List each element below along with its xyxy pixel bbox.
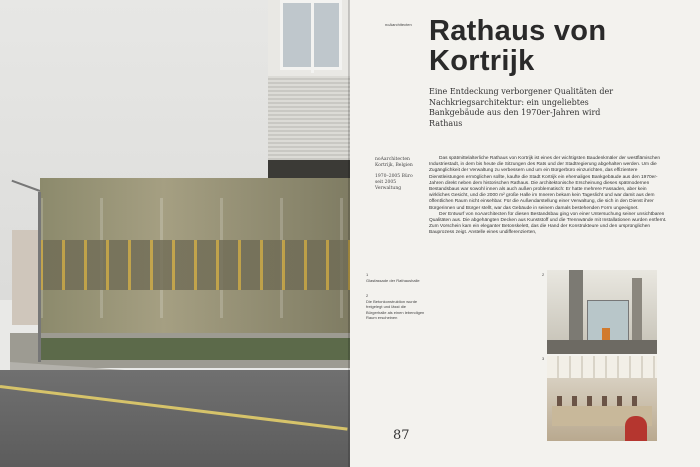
meta-location: noAarchitecten Kortrijk, Belgien: [375, 157, 413, 168]
planting-strip: [40, 338, 350, 360]
tower-tile-cladding: [268, 76, 350, 160]
body-paragraph: Das spätmittelalterliche Rathaus von Kortrijk ist eines der wichtigsten Baudenkmäler der westflämischen Industriestadt, in dem bis heute die Sitzungen des Rats und der Stadtregierung abgehalten werden. Um die Zugänglichkeit der Verwaltung zu verbessern und um ein Bürgerbüro einzurichten, das effizientere Dienstleistungen ermöglichen sollte, kaufte die Stadt Kortrijk ein ehemaliges Bankgebäude aus den 1970er-Jahren direkt neben dem historischen Rathaus. Die architektonische Erscheinung dieses spätmodernen Bestandsbaus war sowohl innen als auch außen problematisch: Er hatte mehrere Fassaden, aber kein wirkliches Gesicht, und die 2000 m² große Halle im Inneren bekam kein Tageslicht und war damit aus dem öffentlichen Raum nicht einsehbar. Für die Außendarstellung einer Verwaltung, die sich in den Dienst ihrer Bürgerinnen und Bürger stellt, war das Gebäude in seinem damals bestehenden Form ungeeignet.: [429, 156, 661, 211]
right-page: [350, 0, 700, 467]
caption-number: 2: [366, 293, 369, 298]
caption: [366, 272, 426, 283]
tower-window: [280, 0, 342, 70]
page-number: 87: [393, 428, 410, 443]
title-line-2: Kortrijk: [429, 45, 535, 77]
ceiling: [547, 356, 657, 378]
kicker: noAarchitecten: [385, 22, 412, 27]
captions: [366, 272, 426, 331]
article-body: [429, 156, 667, 237]
floor: [547, 340, 657, 354]
meta-usage: 1970–2005 Büro seit 2005 Verwaltung: [375, 174, 413, 191]
street-lamp-pole: [38, 192, 41, 362]
body-paragraph: Der Entwurf von noAarchitecten für diesen Bestandsbau ging von einer Untersuchung seiner unsichtbaren Qualitäten aus. Die abgehängten Decken aus Kunststoff und die Trennwände mit Installationen wurden entfernt. Zum Vorschein kam ein eleganter Betonskelett, das die Hand der Konstrukteure und den ursprünglichen Bauprozess zeigt. Anstelle eines undifferenzierten,: [429, 211, 667, 236]
facade-interior-band: [40, 240, 350, 290]
article-title: [429, 16, 606, 76]
caption: [366, 293, 426, 321]
project-meta: [375, 157, 420, 197]
title-line-1: Rathaus von: [429, 15, 607, 47]
photo-label: 3: [542, 356, 545, 361]
photo-label: 2: [542, 272, 545, 277]
orange-furniture: [602, 328, 610, 340]
interior-photo-office: [547, 356, 657, 441]
caption-text: Die Betonkonstruktion wurde freigelegt und lässt die Bürgerhalle als einen lebendigen Raum erscheinen: [366, 298, 425, 320]
interior-photo-concrete: [547, 270, 657, 354]
caption-number: 1: [366, 272, 369, 277]
article-subtitle: Eine Entdeckung verborgener Qualitäten der Nachkriegsarchitektur: ein ungeliebtes Bankgebäude aus den 1970er-Jahren wird Rathaus: [429, 87, 614, 128]
red-figure: [625, 416, 647, 441]
road: [0, 370, 350, 467]
caption-text: Glasfassade der Rathaushalle: [366, 277, 420, 283]
